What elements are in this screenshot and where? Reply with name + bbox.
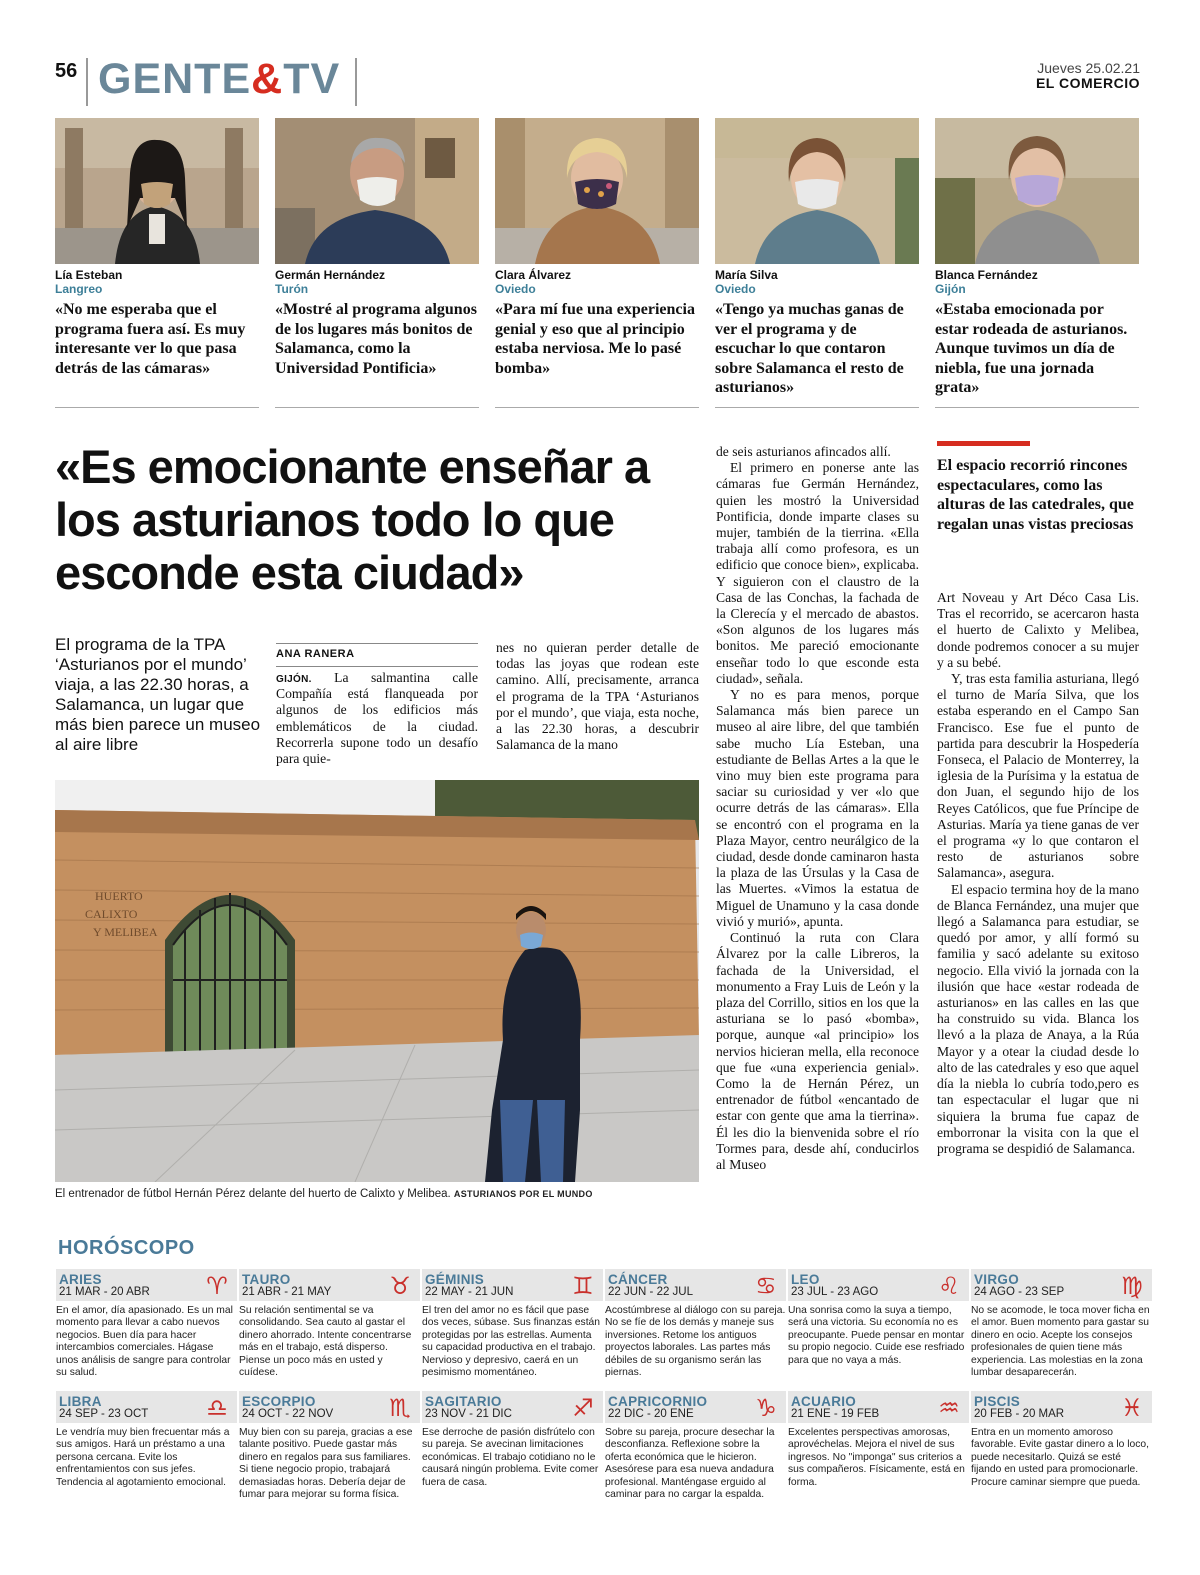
sign-forecast: En el amor, día apasionado. Es un mal momento para llevar a cabo nuevos negocios. Buen día para hacer intercambios comerciales. Hágase unos análisis de sangre para controlar su salud. xyxy=(56,1305,233,1379)
testimonial-quote: «Tengo ya muchas ganas de ver el programa y de escuchar lo que contaron sobre Salamanca el resto de asturianos» xyxy=(715,301,904,396)
sign-symbol: ♎ xyxy=(206,1394,228,1421)
article-paragraph: de seis asturianos afincados allí. xyxy=(716,444,891,459)
testimonial xyxy=(275,118,479,378)
article-paragraph: Art Noveau y Art Déco Casa Lis. Tras el recorrido, se acercaron hasta el huerto de Calixto y Melibea, donde podremos conocer a su mujer y a su bebé. xyxy=(937,590,1139,670)
cancer-icon xyxy=(752,1271,780,1299)
sign-header xyxy=(239,1391,420,1423)
sign-header xyxy=(605,1269,786,1301)
aries-icon xyxy=(203,1271,231,1299)
testimonial-place: Gijón xyxy=(935,282,966,296)
article-author: ANA RANERA xyxy=(276,643,478,667)
article-paragraph: Y, tras esta familia asturiana, llegó el turno de María Silva, que los estaba esperando en el Campo San Francisco. Ese fue el punto de partida para descubrir la Hospedería Fonseca, el Palacio de Monterrey, la iglesia de la Purísima y la estatua de don Juan, el segundo hijo de los Reyes Católicos, que fue Príncipe de Asturias. María ya tiene ganas de ver el programa «y lo que contaron el resto de asturianos sobre Salamanca», asegura. xyxy=(937,671,1139,881)
sign-symbol: ♏ xyxy=(389,1394,411,1421)
testimonial-name: Blanca Fernández xyxy=(935,268,1038,282)
sign-forecast: Una sonrisa como la suya a tiempo, será una victoria. Su economía no es preocupante. Puede pensar en montar su propio negocio. Cuide ese resfriado para que no vaya a más. xyxy=(788,1305,965,1366)
sign-name: SAGITARIO xyxy=(425,1394,502,1409)
divider xyxy=(495,407,699,408)
horoscope-sign xyxy=(971,1391,1152,1489)
article-paragraph: El espacio termina hoy de la mano de Blanca Fernández, una mujer que llegó a Salamanca para estudiar, se quedó por amor, y allí formó su familia y sacó adelante su exitoso negocio. Ella vivió la jornada con la ilusión que hace «estar rodeada de asturianos» en las calles en las que ha construido su vida. Blanca los llevó a la plaza de Anaya, a la Rúa Mayor y a otear la ciudad desde lo alto de las catedrales y eso que aquel día la niebla lo cubría todo,pero es tan espectacular el lugar que ni siquiera la bruma fue capaz de emborronar la visita con la que el programa se despidió de Salamanca. xyxy=(937,881,1139,1156)
sign-forecast: Su relación sentimental se va consolidando. Sea cauto al gastar el dinero ahorrado. Intente concentrarse más en el trabajo, está disperso. Piense un poco más en usted y cuídese. xyxy=(239,1305,412,1379)
sign-symbol: ♋ xyxy=(755,1272,777,1299)
testimonial-photo xyxy=(495,118,699,264)
sign-symbol: ♒ xyxy=(938,1394,960,1421)
page-number: 56 xyxy=(55,60,78,82)
testimonial-photo xyxy=(715,118,919,264)
horoscope-sign xyxy=(788,1269,969,1367)
newspaper-name: EL COMERCIO xyxy=(1035,75,1140,91)
sign-dates: 21 ABR - 21 MAY xyxy=(242,1286,332,1298)
horoscope-sign xyxy=(239,1269,420,1379)
horoscope-sign xyxy=(971,1269,1152,1379)
testimonial-place: Turón xyxy=(275,282,309,296)
header-divider xyxy=(86,58,88,106)
sign-dates: 24 AGO - 23 SEP xyxy=(974,1286,1065,1298)
sign-name: VIRGO xyxy=(974,1272,1020,1287)
article-paragraph xyxy=(276,670,478,767)
pisces-icon xyxy=(1118,1393,1146,1421)
sign-header xyxy=(56,1269,237,1301)
sign-dates: 22 MAY - 21 JUN xyxy=(425,1286,514,1298)
horoscope-sign xyxy=(788,1391,969,1489)
section-title-a: GENTE xyxy=(98,55,252,103)
sign-forecast: Excelentes perspectivas amorosas, aprovéchelas. Mejora el nivel de sus ingresos. No "imponga" sus criterios a sus compañeros. Físicamente, está en forma. xyxy=(788,1427,965,1488)
sign-forecast: Sobre su pareja, procure desechar la desconfianza. Reflexione sobre la oferta económica que le hicieron. Asesórese para esa nueva andadura profesional. Manténgase erguido al caminar para no cargar la espalda. xyxy=(605,1427,775,1501)
sign-symbol: ♓ xyxy=(1121,1394,1143,1421)
main-photo xyxy=(55,780,699,1182)
article-paragraph: nes no quieran perder detalle de todas las joyas que rodean este camino. Allí, precisamente, arranca el programa de la TPA ‘Asturianos por el mundo’, que viaja, esta noche, a las 22.30 horas, a descubrir Salamanca de la mano xyxy=(496,640,699,753)
sign-symbol: ♌ xyxy=(938,1272,960,1299)
article-lead: El programa de la TPA ‘Asturianos por el mundo’ viaja, a las 22.30 horas, a Salamanca, un lugar que más bien parece un museo al aire libre xyxy=(55,635,261,754)
article-column xyxy=(716,444,919,1173)
testimonial xyxy=(715,118,919,398)
sign-name: LEO xyxy=(791,1272,820,1287)
sign-name: ARIES xyxy=(59,1272,102,1287)
divider xyxy=(935,407,1139,408)
sign-header xyxy=(971,1391,1152,1423)
sign-name: CÁNCER xyxy=(608,1272,668,1287)
sign-header xyxy=(56,1391,237,1423)
sign-dates: 23 JUL - 23 AGO xyxy=(791,1286,879,1298)
sign-forecast: Entra en un momento amoroso favorable. Evite gastar dinero a lo loco, puede necesitarlo. Quizá se esté fijando en usted para promocionarle. Procure caminar siempre que pueda. xyxy=(971,1427,1150,1488)
article-headline: «Es emocionante enseñar a los asturianos todo lo que esconde esta ciudad» xyxy=(55,440,650,599)
sign-forecast: Le vendría muy bien frecuentar más a sus amigos. Hará un préstamo a una persona cercana. Evite los enfrentamientos con sus jefes. Tendencia al agotamiento emocional. xyxy=(56,1427,230,1488)
sign-dates: 23 NOV - 21 DIC xyxy=(425,1408,512,1420)
testimonial-quote: «Para mí fue una experiencia genial y eso que al principio estaba nerviosa. Me lo pasé bomba» xyxy=(495,301,695,377)
issue-date: Jueves 25.02.21 xyxy=(1037,60,1140,76)
photo-caption xyxy=(55,1188,593,1200)
sign-name: LIBRA xyxy=(59,1394,102,1409)
testimonial-photo xyxy=(935,118,1139,264)
sign-name: PISCIS xyxy=(974,1394,1021,1409)
sign-forecast: El tren del amor no es fácil que pase dos veces, súbase. Sus finanzas están protegidas por las estrellas. Aumenta su capacidad productiva en el trabajo. Nervioso y depresivo, caerá en un pesimismo momentáneo. xyxy=(422,1305,601,1379)
sign-dates: 22 DIC - 20 ENE xyxy=(608,1408,694,1420)
pullquote: El espacio recorrió rincones espectaculares, como las alturas de las catedrales, que regalan unas vistas preciosas xyxy=(937,457,1134,533)
sign-header xyxy=(971,1269,1152,1301)
testimonial-quote: «Mostré al programa algunos de los lugares más bonitos de Salamanca, como la Universidad Pontificia» xyxy=(275,301,477,377)
horoscope-sign xyxy=(422,1269,603,1379)
horoscope-sign xyxy=(56,1391,237,1489)
sign-header xyxy=(788,1269,969,1301)
article-paragraph: Continuó la ruta con Clara Álvarez por la calle Libreros, la fachada de la Universidad, el monumento a Fray Luis de León y la plaza del Corrillo, sitios en los que la asturiana se lo pasó «bomba», porque, aunque «al principio» los nervios hicieran mella, ella reconoce que fue «una experiencia genial». Como la de Hernán Pérez, un entrenador de fútbol «encantado de estar con gente que ama la tierrina». Él les dio la bienvenida sobre el río Tormes para, desde ahí, conducirlos al Museo xyxy=(716,930,919,1172)
horoscope-sign xyxy=(605,1269,786,1379)
testimonial-photo xyxy=(55,118,259,264)
article-column xyxy=(276,670,478,767)
sign-dates: 24 SEP - 23 OCT xyxy=(59,1408,149,1420)
capricorn-icon xyxy=(752,1393,780,1421)
divider xyxy=(55,407,259,408)
horoscope-sign xyxy=(56,1269,237,1379)
sign-symbol: ♑ xyxy=(755,1394,777,1421)
sign-dates: 24 OCT - 22 NOV xyxy=(242,1408,334,1420)
section-title xyxy=(98,55,340,104)
testimonial-quote: «Estaba emocionada por estar rodeada de asturianos. Aunque tuvimos un día de niebla, fue una jornada grata» xyxy=(935,301,1128,396)
divider xyxy=(275,407,479,408)
pullquote-bar xyxy=(937,441,1030,446)
sign-forecast: Ese derroche de pasión disfrútelo con su pareja. Se avecinan limitaciones económicas. El trabajo cotidiano no le causará ningún problema. Evite comer fuera de casa. xyxy=(422,1427,599,1488)
divider xyxy=(715,407,919,408)
sign-forecast: No se acomode, le toca mover ficha en el amor. Buen momento para gastar su dinero en ocio. Acepte los consejos profesionales de quien tiene más experiencia. Las molestias en la zona lumbar desaparecerán. xyxy=(971,1305,1150,1379)
sign-dates: 21 ENE - 19 FEB xyxy=(791,1408,880,1420)
sign-forecast: Muy bien con su pareja, gracias a ese talante positivo. Puede gastar más dinero en regalos para sus familiares. Si tiene negocio propio, trabajará demasiadas horas. Debería dejar de fumar para mejorar su forma física. xyxy=(239,1427,413,1501)
sagittarius-icon xyxy=(569,1393,597,1421)
header-divider xyxy=(355,58,357,106)
sign-symbol: ♍ xyxy=(1121,1272,1143,1299)
testimonial-place: Oviedo xyxy=(715,282,756,296)
section-title-amp: & xyxy=(251,55,284,103)
sign-header xyxy=(239,1269,420,1301)
testimonial-place: Oviedo xyxy=(495,282,536,296)
sign-dates: 21 MAR - 20 ABR xyxy=(59,1286,150,1298)
sign-header xyxy=(422,1391,603,1423)
sign-header xyxy=(605,1391,786,1423)
article-city: GIJÓN. xyxy=(276,674,312,685)
article-text: La salmantina calle Compañía está flanqueada por algunos de los edificios más emblemáticos de la ciudad. Recorrerla supone todo un desafío para quie- xyxy=(276,670,478,767)
article-column xyxy=(496,640,699,753)
sign-forecast: Acostúmbrese al diálogo con su pareja. No se fíe de los demás y maneje sus inversiones. Retome los antiguos proyectos laborales. Las partes más débiles de su organismo serán las piernas. xyxy=(605,1305,786,1379)
sign-name: GÉMINIS xyxy=(425,1272,485,1287)
leo-icon xyxy=(935,1271,963,1299)
sign-name: ACUARIO xyxy=(791,1394,857,1409)
taurus-icon xyxy=(386,1271,414,1299)
libra-icon xyxy=(203,1393,231,1421)
sign-symbol: ♐ xyxy=(572,1394,594,1421)
sign-name: ESCORPIO xyxy=(242,1394,316,1409)
section-title-b: TV xyxy=(283,55,341,103)
testimonial-name: Clara Álvarez xyxy=(495,268,572,282)
wall-sign-line: HUERTO xyxy=(95,889,143,903)
sign-symbol: ♉ xyxy=(389,1272,411,1299)
aquarius-icon xyxy=(935,1393,963,1421)
testimonial-place: Langreo xyxy=(55,282,103,296)
sign-symbol: ♈ xyxy=(206,1272,228,1299)
testimonial xyxy=(495,118,699,378)
article-paragraph: Y no es para menos, porque Salamanca más bien parece un museo al aire libre, del que también sabe mucho Lía Esteban, una estudiante de Bellas Artes a la que le vino muy bien este programa para saciar su curiosidad y ver «lo que ocurre detrás de las cámaras». Ella se encontró con el programa en la Plaza Mayor, centro neurálgico de la ciudad, desde donde caminaron hasta la plaza de las Úrsulas y la Casa de las Muertes. «Vimos la estatua de Miguel de Unamuno y la casa donde vivió y murió», apunta. xyxy=(716,687,919,929)
article-paragraph: El primero en ponerse ante las cámaras fue Germán Hernández, quien les mostró la Universidad Pontificia, donde imparte clases su mujer, también de la tierrina. «Ella trabaja allí como profesora, es un edificio que conoce bien», explicaba. Y siguieron con el claustro de la Casa de las Conchas, la fachada de la Clerecía y el mercado de abastos. «Son algunos de los lugares más bonitos. Me pareció emocionante enseñar todo lo que esconde esta ciudad», señala. xyxy=(716,460,919,686)
caption-text: El entrenador de fútbol Hernán Pérez delante del huerto de Calixto y Melibea. xyxy=(55,1188,451,1200)
virgo-icon xyxy=(1118,1271,1146,1299)
horoscope-title: HORÓSCOPO xyxy=(58,1237,195,1259)
sign-name: TAURO xyxy=(242,1272,291,1287)
horoscope-sign xyxy=(605,1391,786,1501)
photo-credit: ASTURIANOS POR EL MUNDO xyxy=(453,1189,593,1199)
sign-dates: 20 FEB - 20 MAR xyxy=(974,1408,1065,1420)
testimonial-name: Lía Esteban xyxy=(55,268,123,282)
horoscope-sign xyxy=(422,1391,603,1489)
sign-symbol: ♊ xyxy=(572,1272,594,1299)
testimonial-name: María Silva xyxy=(715,268,778,282)
sign-header xyxy=(422,1269,603,1301)
testimonial xyxy=(55,118,259,378)
horoscope-sign xyxy=(239,1391,420,1501)
scorpio-icon xyxy=(386,1393,414,1421)
wall-sign-line: Y MELIBEA xyxy=(93,925,158,939)
testimonial xyxy=(935,118,1139,398)
testimonial-name: Germán Hernández xyxy=(275,268,386,282)
sign-name: CAPRICORNIO xyxy=(608,1394,708,1409)
sign-header xyxy=(788,1391,969,1423)
gemini-icon xyxy=(569,1271,597,1299)
testimonial-photo xyxy=(275,118,479,264)
sign-dates: 22 JUN - 22 JUL xyxy=(608,1286,694,1298)
wall-sign-line: CALIXTO xyxy=(85,907,138,921)
testimonial-quote: «No me esperaba que el programa fuera así. Es muy interesante ver lo que pasa detrás de las cámaras» xyxy=(55,301,246,377)
article-column xyxy=(937,590,1139,1157)
